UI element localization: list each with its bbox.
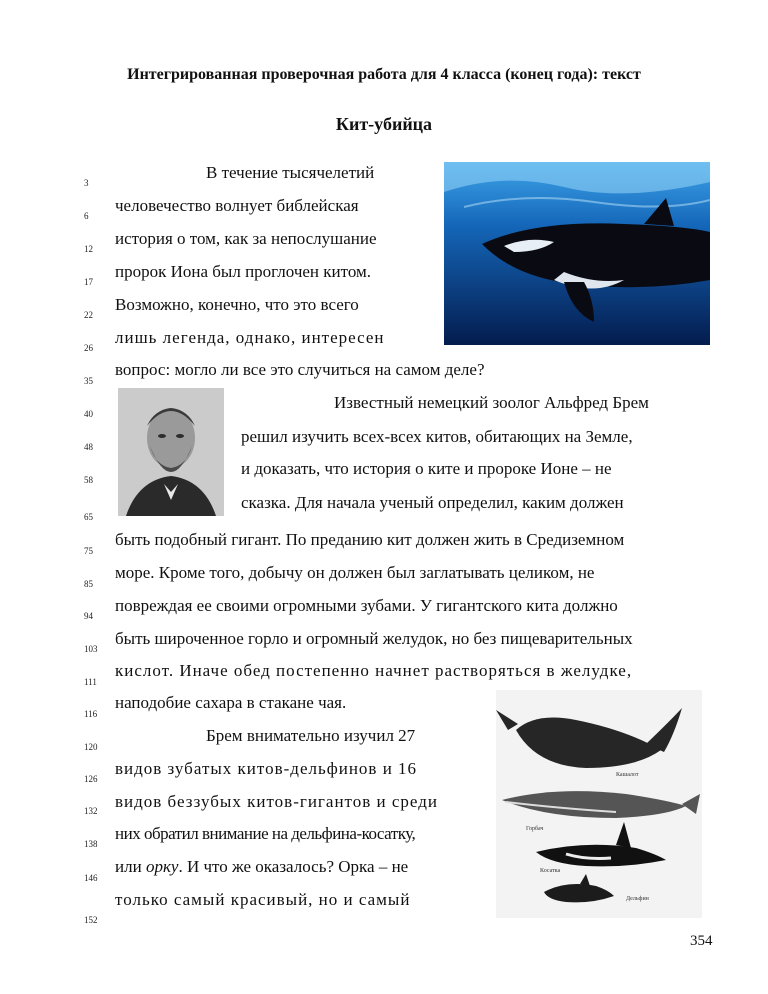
humpback-label: Горбач [526, 826, 544, 832]
text-line: Возможно, конечно, что это всего [115, 295, 359, 314]
text-line: кислот. Иначе обед постепенно начнет растворяться в желудке, [115, 661, 633, 680]
line-number: 6 [84, 211, 89, 221]
text-line: сказка. Для начала ученый определил, каким должен [241, 493, 624, 512]
line-number: 146 [84, 873, 98, 883]
line-number: 94 [84, 611, 93, 621]
line-number: 26 [84, 343, 93, 353]
line-number: 75 [84, 546, 93, 556]
line-number: 132 [84, 806, 98, 816]
line-number: 120 [84, 742, 98, 752]
line-number: 138 [84, 839, 98, 849]
text-line: пророк Иона был проглочен китом. [115, 262, 372, 281]
text-line: повреждая ее своими огромными зубами. У гигантского кита должно [115, 596, 618, 615]
text-line: вопрос: могло ли все это случиться на самом деле? [115, 360, 485, 379]
line-number: 65 [84, 512, 93, 522]
text-line: только самый красивый, но и самый [115, 890, 411, 909]
line-number: 3 [84, 178, 89, 188]
text-line: наподобие сахара в стакане чая. [115, 693, 347, 712]
page-header: Интегрированная проверочная работа для 4 класса (конец года): текст [127, 66, 641, 83]
line-number: 103 [84, 644, 98, 654]
line-number: 111 [84, 677, 97, 687]
text-line: море. Кроме того, добычу он должен был заглатывать целиком, не [115, 563, 595, 582]
line-number: 17 [84, 277, 93, 287]
line-number: 48 [84, 442, 93, 452]
text-line: история о том, как за непослушание [115, 229, 377, 248]
text-line: и доказать, что история о ките и пророке Ионе – не [241, 459, 612, 478]
text-line: лишь легенда, однако, интересен [115, 328, 385, 347]
brehm-portrait [118, 388, 224, 516]
text-line: человечество волнует библейская [115, 196, 359, 215]
italic-word: орку [145, 857, 179, 876]
line-number: 126 [84, 774, 98, 784]
line-number: 58 [84, 475, 93, 485]
text-line: быть подобный гигант. По преданию кит должен жить в Средиземном [115, 530, 625, 549]
text-fragment: или [115, 857, 146, 876]
line-number: 12 [84, 244, 93, 254]
line-number: 85 [84, 579, 93, 589]
line-number: 116 [84, 709, 98, 719]
text-line: Брем внимательно изучил 27 [206, 726, 416, 745]
orca-label: Косатка [540, 868, 561, 874]
sperm-whale-label: Кашалот [616, 772, 639, 778]
line-number: 22 [84, 310, 93, 320]
orca-photo [444, 162, 710, 345]
whale-species-illustration [496, 690, 702, 918]
text-fragment: . И что же оказалось? Орка – не [178, 857, 409, 876]
text-line: В течение тысячелетий [206, 163, 375, 182]
line-number: 35 [84, 376, 93, 386]
line-number: 152 [84, 915, 98, 925]
text-line: них обратил внимание на дельфина-косатку, [115, 824, 416, 843]
dolphin-label: Дельфин [626, 896, 649, 902]
text-line: видов беззубых китов-гигантов и среди [115, 792, 438, 811]
line-number: 40 [84, 409, 93, 419]
text-line: видов зубатых китов-дельфинов и 16 [115, 759, 418, 778]
text-title: Кит-убийца [335, 114, 433, 134]
text-line: Известный немецкий зоолог Альфред Брем [334, 393, 649, 412]
text-line [115, 857, 408, 877]
page-number: 354 [690, 933, 713, 949]
text-line: решил изучить всех-всех китов, обитающих на Земле, [241, 427, 633, 446]
text-line: быть широченное горло и огромный желудок, но без пищеварительных [115, 629, 633, 648]
